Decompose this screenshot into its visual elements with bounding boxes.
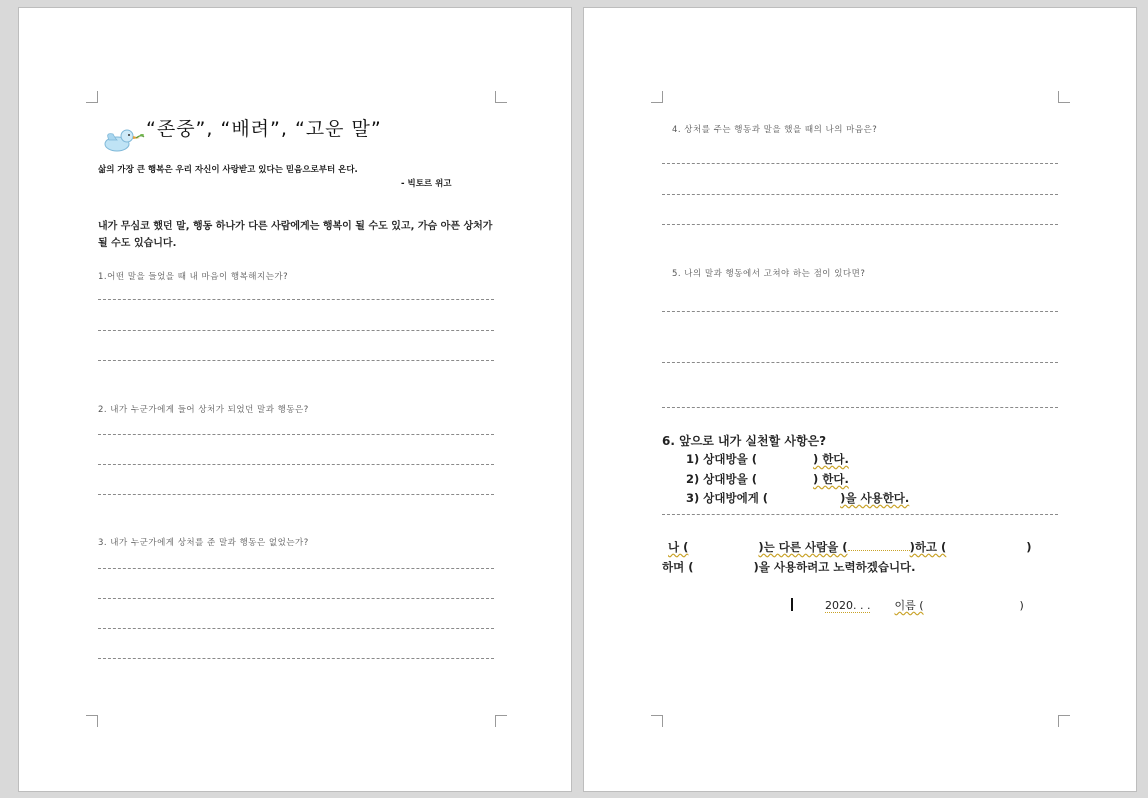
name-label: 이름 ( xyxy=(894,599,924,612)
pledge-line-1 xyxy=(668,539,1032,555)
question-3: 3. 내가 누군가에게 상처를 준 말과 행동은 없었는가? xyxy=(98,538,309,548)
answer-line[interactable] xyxy=(98,494,494,495)
answer-line[interactable] xyxy=(98,628,494,629)
practice-item-suffix: ) 한다. xyxy=(812,452,849,466)
answer-line[interactable] xyxy=(98,568,494,569)
answer-line[interactable] xyxy=(662,194,1058,195)
margin-mark xyxy=(1058,715,1070,727)
blank-field[interactable] xyxy=(848,539,910,551)
answer-line[interactable] xyxy=(662,407,1058,408)
document-page-2 xyxy=(583,7,1137,792)
document-page-1 xyxy=(18,7,572,792)
question-1: 1.어떤 말을 들었을 때 내 마음이 행복해지는가? xyxy=(98,272,289,282)
quote-text: 삶의 가장 큰 행복은 우리 자신이 사랑받고 있다는 믿음으로부터 온다. xyxy=(98,165,358,175)
pledge-text: 하며 ( xyxy=(662,560,694,574)
quote-author: - 빅토르 위고 xyxy=(401,179,452,189)
answer-line[interactable] xyxy=(98,330,494,331)
practice-item-prefix: 2) 상대방을 ( xyxy=(686,472,757,486)
answer-line[interactable] xyxy=(98,299,494,300)
answer-line[interactable] xyxy=(98,434,494,435)
answer-line[interactable] xyxy=(98,360,494,361)
question-4: 4. 상처를 주는 행동과 말을 했을 때의 나의 마음은? xyxy=(672,125,878,135)
signature-line xyxy=(825,597,1024,613)
pledge-line-2 xyxy=(662,559,916,575)
practice-item-suffix: ) 한다. xyxy=(812,472,849,486)
margin-mark xyxy=(651,91,663,103)
page-title: “존중”, “배려”, “고운 말” xyxy=(146,118,382,140)
practice-item-suffix: )을 사용한다. xyxy=(840,491,910,505)
practice-item-1 xyxy=(686,451,849,467)
margin-mark xyxy=(86,715,98,727)
practice-item-prefix: 1) 상대방을 ( xyxy=(686,452,757,466)
pledge-text: )하고 ( xyxy=(909,540,947,554)
answer-line[interactable] xyxy=(662,163,1058,164)
pledge-text: 나 ( xyxy=(668,540,689,554)
date-field[interactable]: 2020. . . xyxy=(825,599,871,612)
question-5: 5. 나의 말과 행동에서 고쳐야 하는 점이 있다면? xyxy=(672,269,866,279)
bird-icon xyxy=(103,122,145,154)
intro-paragraph: 내가 무심코 했던 말, 행동 하나가 다른 사람에게는 행복이 될 수도 있고, 가슴 아픈 상처가 될 수도 있습니다. xyxy=(98,221,493,249)
answer-line[interactable] xyxy=(98,658,494,659)
pledge-text: )는 다른 사람을 ( xyxy=(758,540,848,554)
margin-mark xyxy=(651,715,663,727)
question-2: 2. 내가 누군가에게 들어 상처가 되었던 말과 행동은? xyxy=(98,405,309,415)
divider-line xyxy=(662,514,1058,515)
name-close: ) xyxy=(1019,599,1024,612)
practice-item-prefix: 3) 상대방에게 ( xyxy=(686,491,769,505)
margin-mark xyxy=(1058,91,1070,103)
answer-line[interactable] xyxy=(98,598,494,599)
margin-mark xyxy=(495,91,507,103)
answer-line[interactable] xyxy=(662,311,1058,312)
margin-mark xyxy=(86,91,98,103)
margin-mark xyxy=(495,715,507,727)
practice-item-3 xyxy=(686,490,909,506)
pledge-text: )을 사용하려고 노력하겠습니다. xyxy=(753,560,916,574)
practice-item-2 xyxy=(686,471,849,487)
answer-line[interactable] xyxy=(662,224,1058,225)
question-6-title: 6. 앞으로 내가 실천할 사항은? xyxy=(662,434,827,448)
answer-line[interactable] xyxy=(662,362,1058,363)
pledge-text: ) xyxy=(1026,540,1032,554)
text-cursor xyxy=(791,598,793,611)
answer-line[interactable] xyxy=(98,464,494,465)
